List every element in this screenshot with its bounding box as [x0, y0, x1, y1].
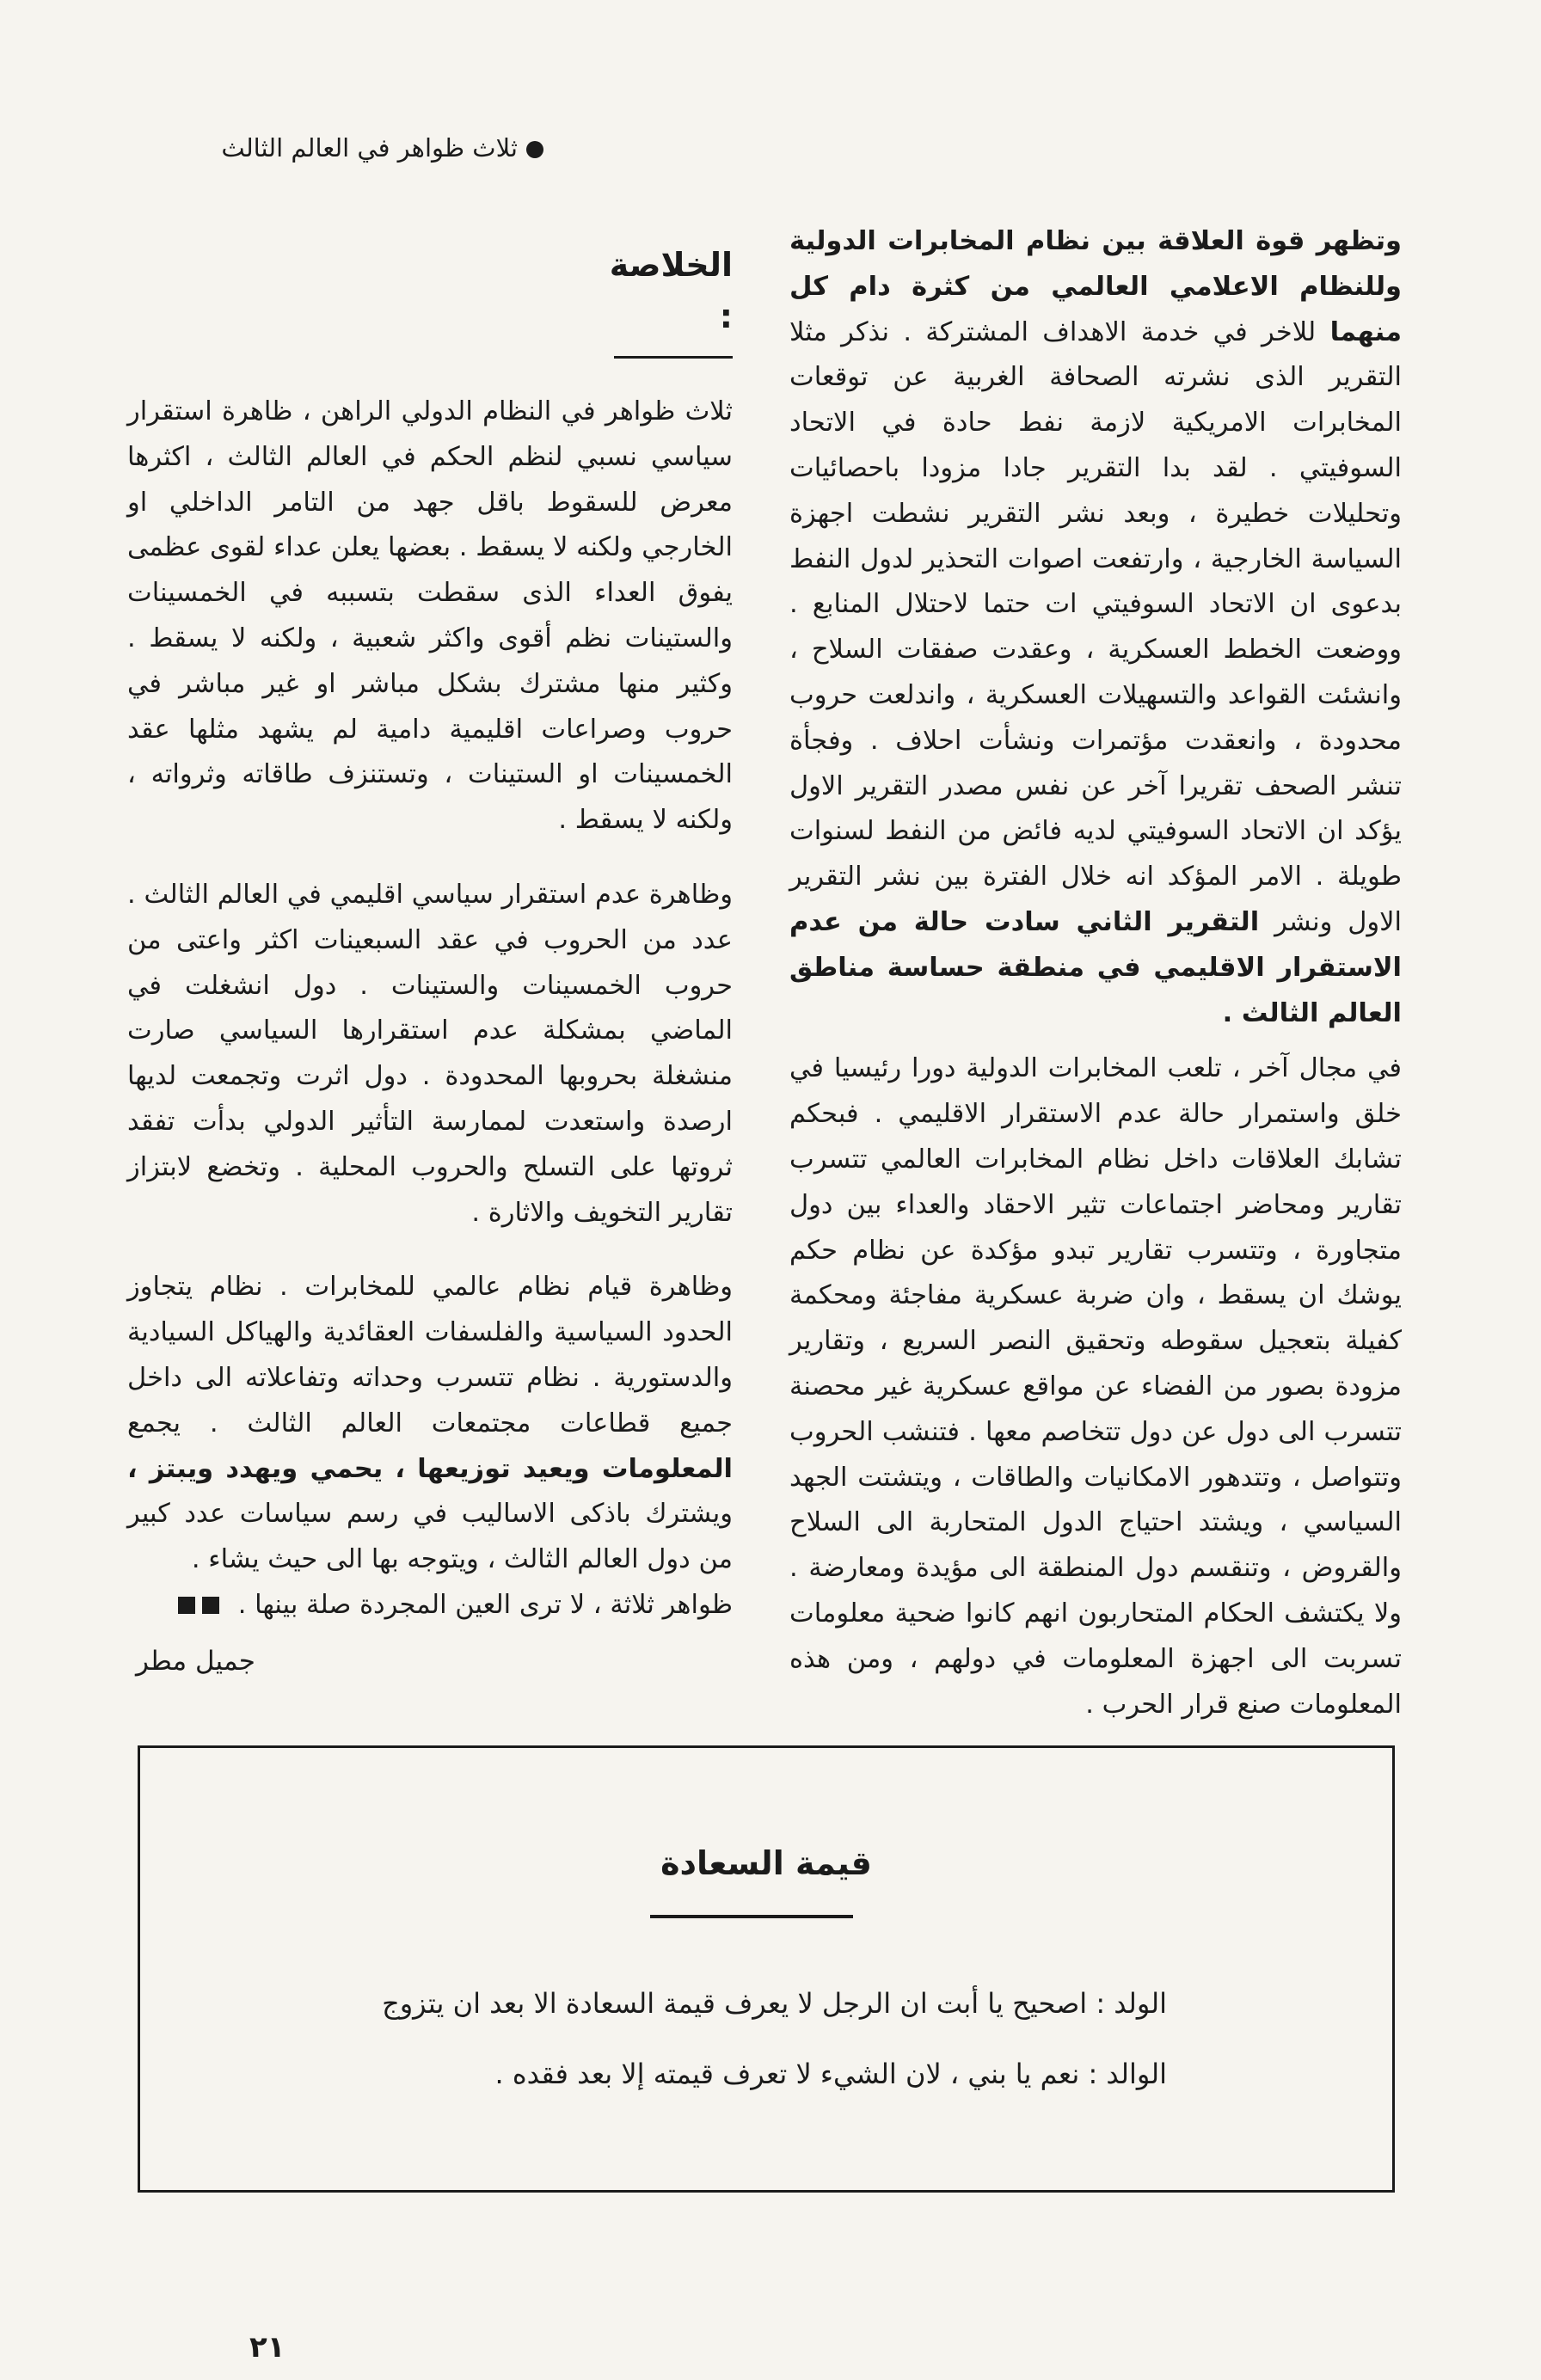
emphasized-phrase: المعلومات ويعيد توزيعها ، يحمي ويهدد ويبتز ،	[127, 1453, 733, 1484]
closing-text: ظواهر ثلاثة ، لا ترى العين المجردة صلة بينها .	[237, 1589, 733, 1620]
lead-sentence: وتظهر قوة العلاقة بين نظام المخابرات الدولية وللنظام الاعلامي العالمي من كثرة دام كل منهما	[789, 226, 1402, 347]
summary-heading: الخلاصة :	[609, 246, 733, 335]
paragraph-part-b: ويشترك باذكى الاساليب في رسم سياسات عدد كبير من دول العالم الثالث ، ويتوجه بها الى حيث يشاء .	[127, 1499, 733, 1575]
anecdote-box	[138, 1745, 1395, 2193]
right-column	[789, 219, 1402, 1727]
page-number: ٢١	[249, 2330, 285, 2365]
left-paragraph-1: ثلاث ظواهر في النظام الدولي الراهن ، ظاهرة استقرار سياسي نسبي لنظم الحكم في العالم الثالث ، اكثرها معرض للسقوط باقل جهد من التامر الداخلي او الخارجي ولكنه لا يسقط . بعضها يعلن عداء لقوى عظمى يفوق العداء الذى سقطت بتسببه في الخمسينات والستينات نظم أقوى واكثر شعبية ، ولكنه لا يسقط . وكثير منها مشترك بشكل مباشر او غير مباشر في حروب وصراعات اقليمية دامية لم يشهد مثلها عقد الخمسينات او الستينات ، وتستنزف طاقاته وثرواته ، ولكنه لا يسقط .	[127, 396, 733, 836]
dialogue-line-2: الوالد : نعم يا بني ، لان الشيء لا تعرف قيمته إلا بعد فقده .	[494, 2058, 1167, 2090]
closing-line	[127, 1583, 733, 1629]
author-name: جميل مطر	[136, 1645, 255, 1677]
running-header	[114, 133, 543, 163]
left-paragraph-3	[127, 1265, 733, 1583]
left-column	[127, 239, 733, 1684]
paragraph-body: للاخر في خدمة الاهداف المشتركة . نذكر مثلا التقرير الذى نشرته الصحافة الغربية عن توقعات المخابرات الامريكية لازمة نفط حادة في الاتحاد السوفيتي . لقد بدا التقرير جادا مزودا باحصائيات وتحليلات خطيرة ، وبعد نشر التقرير نشطت اجهزة السياسة الخارجية ، وارتفعت اصوات التحذير لدول النفط بدعوى ان الاتحاد السوفيتي ات حتما لاحتلال المنابع . ووضعت الخطط العسكرية ، وعقدت صفقات السلاح ، وانشئت القواعد والتسهيلات العسكرية ، واندلعت حروب محدودة ، وانعقدت مؤتمرات ونشأت احلاف . وفجأة تنشر الصحف تقريرا آخر عن نفس مصدر التقرير الاول يؤكد ان الاتحاد السوفيتي لديه فائض من النفط لسنوات طويلة . الامر المؤكد انه خلال الفترة بين نشر التقرير الاول ونشر	[789, 316, 1402, 937]
box-title: قيمة السعادة	[660, 1844, 872, 1882]
bullet-icon	[526, 141, 543, 158]
right-paragraph-1	[789, 219, 1402, 1036]
square-icon	[178, 1597, 195, 1614]
dialogue-line-1: الولد : اصحيح يا أبت ان الرجل لا يعرف قيمة السعادة الا بعد ان يتزوج	[382, 1987, 1167, 2020]
end-mark	[171, 1583, 219, 1629]
emphasized-sentence: التقرير الثاني سادت حالة من عدم الاستقرار الاقليمي في منطقة حساسة مناطق العالم الثالث .	[789, 906, 1402, 1028]
box-title-underline	[650, 1915, 853, 1918]
square-icon	[202, 1597, 219, 1614]
running-header-text: ثلاث ظواهر في العالم الثالث	[221, 133, 518, 163]
heading-underline	[614, 356, 733, 359]
right-paragraph-2: في مجال آخر ، تلعب المخابرات الدولية دورا رئيسيا في خلق واستمرار حالة عدم الاستقرار الاقليمي . فبحكم تشابك العلاقات داخل نظام المخابرات العالمي تتسرب تقارير ومحاضر اجتماعات تثير الاحقاد والعداء بين دول متجاورة ، وتتسرب تقارير تبدو مؤكدة عن نظام حكم يوشك ان يسقط ، وان ضربة عسكرية مفاجئة ومحكمة كفيلة بتعجيل سقوطه وتحقيق النصر السريع ، وتقارير مزودة بصور من الفضاء عن مواقع عسكرية غير محصنة تتسرب الى دول عن دول تتخاصم معها . فتنشب الحروب وتتواصل ، وتتدهور الامكانيات والطاقات ، ويتشتت الجهد السياسي ، ويشتد احتياج الدول المتحاربة الى السلاح والقروض ، وتنقسم دول المنطقة الى مؤيدة ومعارضة . ولا يكتشف الحكام المتحاربون انهم كانوا ضحية معلومات تسربت الى اجهزة المعلومات في دولهم ، ومن هذه المعلومات صنع قرار الحرب .	[789, 1053, 1402, 1720]
left-paragraph-2: وظاهرة عدم استقرار سياسي اقليمي في العالم الثالث . عدد من الحروب في عقد السبعينات اكثر واعتى من حروب الخمسينات والستينات . دول انشغلت في الماضي بمشكلة عدم استقرارها السياسي صارت منشغلة بحروبها المحدودة . دول اثرت وتجمعت لديها ارصدة واستعدت لممارسة التأثير الدولي بدأت تفقد ثروتها على التسلح والحروب المحلية . وتخضع لابتزاز تقارير التخويف والاثارة .	[127, 879, 733, 1228]
paragraph-part-a: وظاهرة قيام نظام عالمي للمخابرات . نظام يتجاوز الحدود السياسية والفلسفات العقائدية والهياكل السيادية والدستورية . نظام تتسرب وحداته وتفاعلاته الى داخل جميع قطاعات مجتمعات العالم الثالث . يجمع	[127, 1272, 733, 1438]
